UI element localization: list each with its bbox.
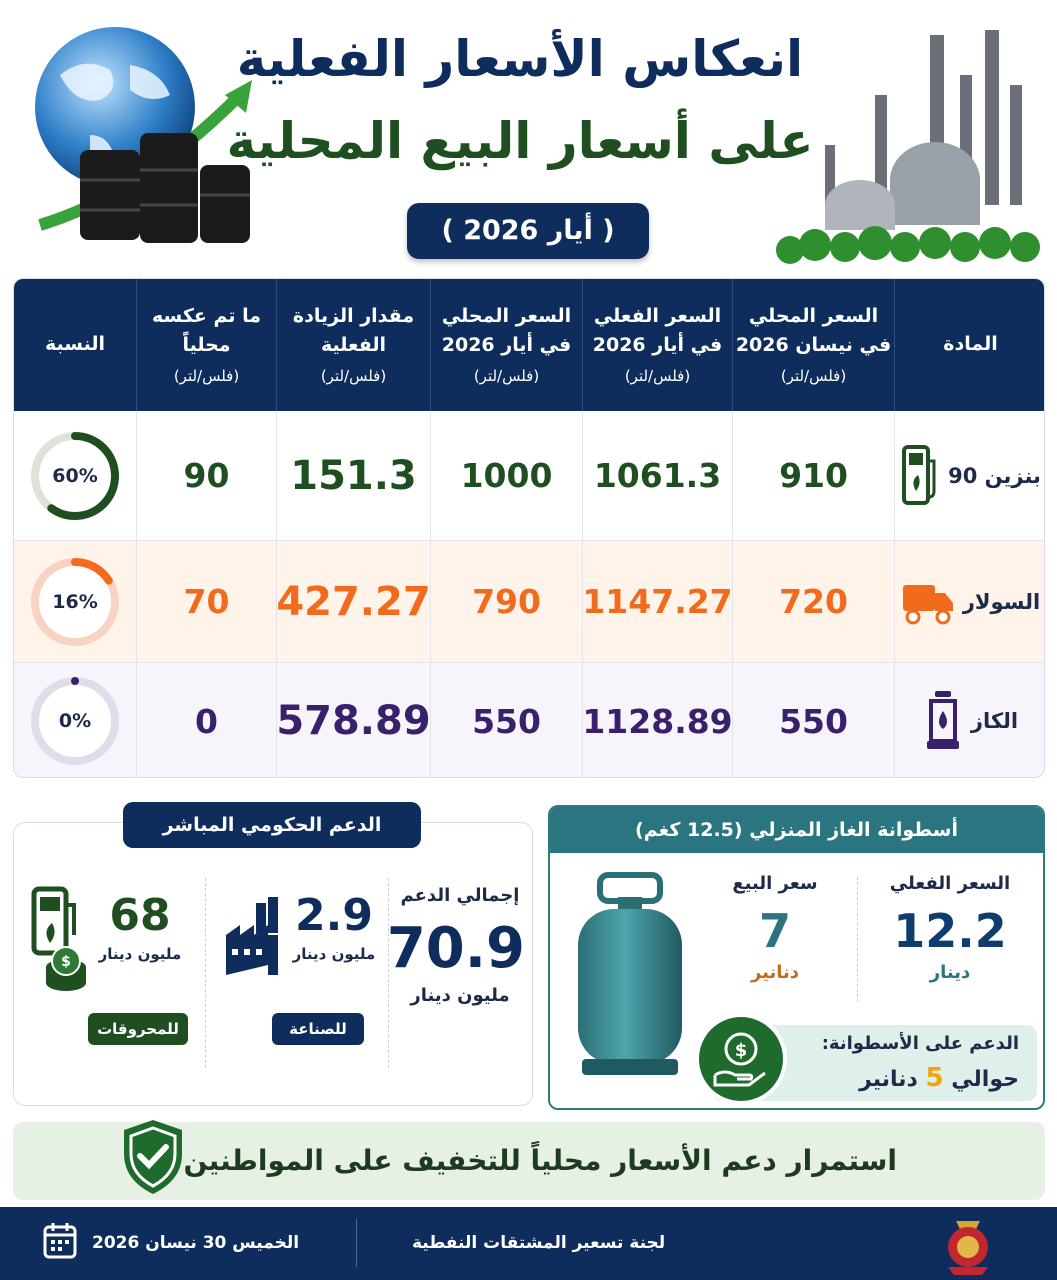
fuel-subsidy-block: [90, 890, 190, 963]
period-badge: ( أيار 2026 ): [407, 203, 649, 259]
sale-price-label: سعر البيع: [732, 873, 818, 894]
may-local-value: 1000: [430, 411, 582, 540]
money-hand-icon: [695, 1013, 787, 1105]
may-actual-value: 1147.27: [582, 541, 732, 662]
actual-price-label: السعر الفعلي: [889, 873, 1011, 894]
price-table: [13, 278, 1045, 778]
fuel-subsidy-value: 68: [109, 890, 171, 941]
gas-cylinder-panel: [548, 805, 1045, 1110]
factory-icon: [222, 895, 282, 977]
cylinder-title: أسطوانة الغاز المنزلي (12.5 كغم): [550, 807, 1043, 853]
ratio-label: 0%: [58, 710, 92, 732]
royal-emblem-icon: [940, 1211, 996, 1277]
col-may-local: السعر المحلي في أيار 2026 (فلس/لتر): [430, 279, 582, 411]
gas-cylinder-icon: [570, 869, 690, 1079]
sale-price-unit: دنانير: [750, 962, 800, 983]
increase-value: 427.27: [276, 541, 430, 662]
banner-text: استمرار دعم الأسعار محلياً للتخفيف على المواطنين: [183, 1144, 897, 1177]
subsidy-title: الدعم الحكومي المباشر: [123, 802, 421, 848]
table-row: [14, 411, 1045, 541]
svg-text:$: $: [734, 1040, 748, 1061]
support-amount: حوالي 5 دنانير: [859, 1063, 1019, 1093]
subsidy-total-unit: مليون دينار: [410, 985, 510, 1006]
calendar-icon: [42, 1221, 78, 1261]
support-label: الدعم على الأسطوانة:: [821, 1033, 1019, 1054]
fuel-pump-coins-icon: [30, 885, 92, 997]
may-local-value: 550: [430, 663, 582, 778]
truck-icon: [901, 577, 955, 627]
col-reflected: ما تم عكسه محلياً (فلس/لتر): [136, 279, 276, 411]
industry-subsidy-value: 2.9: [295, 890, 373, 941]
table-row: [14, 663, 1045, 778]
may-local-value: 790: [430, 541, 582, 662]
ratio-label: 60%: [52, 464, 98, 487]
col-material: المادة: [894, 279, 1045, 411]
industry-subsidy-block: [286, 890, 382, 963]
increase-value: 578.89: [276, 663, 430, 778]
ratio-label: 16%: [52, 590, 98, 613]
actual-price-value: 12.2: [893, 904, 1007, 958]
page-title-line2: على أسعار البيع المحلية: [226, 112, 814, 170]
fuel-pump-icon: [900, 443, 940, 509]
sale-price-block: [700, 873, 850, 983]
ratio-ring: [27, 554, 123, 650]
reflected-value: 70: [136, 541, 276, 662]
col-may-actual: السعر الفعلي في أيار 2026 (فلس/لتر): [582, 279, 732, 411]
april-local-value: 910: [732, 411, 894, 540]
col-april-local: السعر المحلي في نيسان 2026 (فلس/لتر): [732, 279, 894, 411]
industry-subsidy-unit: مليون دينار: [292, 945, 376, 963]
lantern-icon: [923, 689, 963, 753]
april-local-value: 720: [732, 541, 894, 662]
subsidy-total-value: 70.9: [386, 916, 525, 981]
subsidy-total-label: إجمالي الدعم: [400, 885, 520, 906]
increase-value: 151.3: [276, 411, 430, 540]
material-name: السولار: [962, 589, 1041, 614]
footer-committee: لجنة تسعير المشتقات النفطية: [412, 1233, 666, 1253]
table-row: [14, 541, 1045, 663]
material-name: بنزين 90: [948, 463, 1041, 488]
actual-price-block: [860, 873, 1040, 983]
sale-price-value: 7: [758, 904, 791, 958]
industry-tag: للصناعة: [272, 1013, 364, 1045]
svg-text:$: $: [61, 954, 71, 970]
material-name: الكاز: [970, 709, 1019, 733]
page-title-line1: انعكاس الأسعار الفعلية: [236, 30, 804, 88]
may-actual-value: 1061.3: [582, 411, 732, 540]
ratio-ring: [27, 428, 123, 524]
shield-check-icon: [118, 1116, 188, 1198]
fuel-subsidy-unit: مليون دينار: [98, 945, 182, 963]
ratio-ring: [27, 673, 123, 769]
april-local-value: 550: [732, 663, 894, 778]
footer-date: الخميس 30 نيسان 2026: [92, 1233, 300, 1253]
col-ratio: النسبة: [45, 333, 106, 356]
reflected-value: 0: [136, 663, 276, 778]
fuel-tag: للمحروقات: [88, 1013, 188, 1045]
may-actual-value: 1128.89: [582, 663, 732, 778]
actual-price-unit: دينار: [929, 962, 971, 983]
table-header: [14, 279, 1045, 411]
col-increase: مقدار الزيادة الفعلية (فلس/لتر): [276, 279, 430, 411]
reflected-value: 90: [136, 411, 276, 540]
footer: [0, 1207, 1057, 1280]
subsidy-total-block: [386, 885, 525, 1006]
